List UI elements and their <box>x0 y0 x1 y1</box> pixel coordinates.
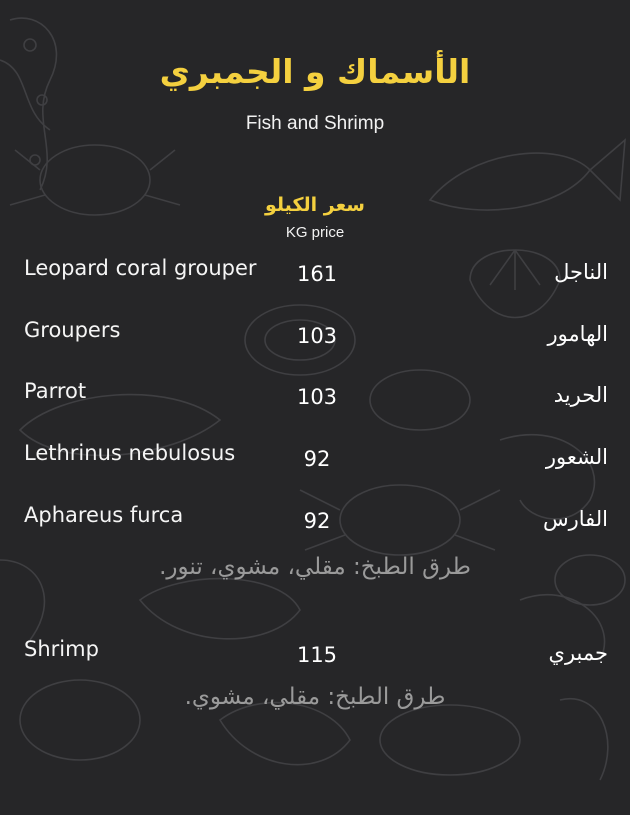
menu-item-aphareus-furca <box>0 503 630 543</box>
item-name-english: Lethrinus nebulosus <box>24 441 236 465</box>
price-label-english: KG price <box>285 224 345 241</box>
menu-item-groupers <box>0 318 630 358</box>
item-name-arabic: الهامور <box>547 322 608 346</box>
item-name-english: Leopard coral grouper <box>24 256 257 280</box>
item-name-arabic: الناجل <box>554 260 608 284</box>
item-price: 92 <box>303 509 331 533</box>
item-price: 103 <box>296 324 338 348</box>
page-title-english: Fish and Shrimp <box>245 113 385 134</box>
menu-item-shrimp <box>0 637 630 677</box>
shrimp-cooking-methods: طرق الطبخ: مقلي، مشوي. <box>184 684 446 710</box>
item-price: 161 <box>296 262 338 286</box>
menu-item-lethrinus-nebulosus <box>0 441 630 481</box>
item-name-arabic: الشعور <box>545 445 608 469</box>
item-name-english: Shrimp <box>24 637 99 661</box>
item-name-arabic: الفارس <box>542 507 608 531</box>
item-name-english: Parrot <box>24 379 87 403</box>
fish-cooking-methods: طرق الطبخ: مقلي، مشوي، تنور. <box>159 554 471 580</box>
price-label-arabic: سعر الكيلو <box>265 194 365 216</box>
item-name-english: Aphareus furca <box>24 503 184 527</box>
item-name-arabic: الحريد <box>553 383 608 407</box>
item-price: 103 <box>296 385 338 409</box>
menu-item-leopard-coral-grouper <box>0 256 630 296</box>
item-name-arabic: جمبري <box>548 641 608 665</box>
menu-item-parrot <box>0 379 630 419</box>
item-price: 115 <box>296 643 338 667</box>
item-name-english: Groupers <box>24 318 121 342</box>
item-price: 92 <box>303 447 331 471</box>
page-title-arabic: الأسماك و الجمبري <box>159 52 471 91</box>
